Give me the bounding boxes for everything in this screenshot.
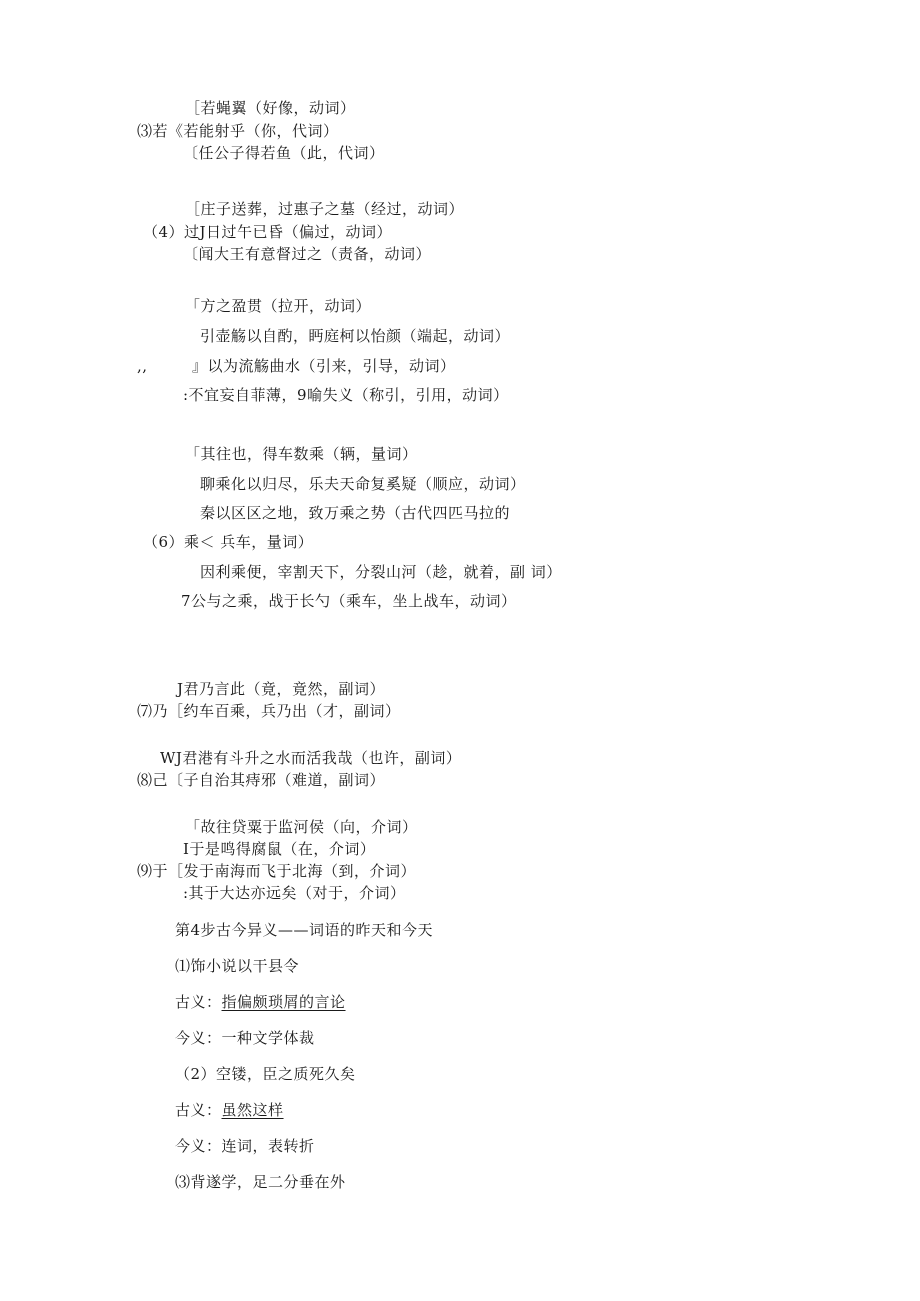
- entry-cheng-4: （6）乘＜ 兵车，量词）: [143, 533, 314, 551]
- example-1-sentence: ⑴饰小说以干县令: [175, 957, 300, 975]
- entry-ji-1: WJ君港有斗升之水而活我哉（也许，副词）: [160, 749, 462, 767]
- entry-yu-3: ⑼于［发于南海而飞于北海（到，介词）: [137, 862, 417, 880]
- entry-yin-number-stray: ,,: [137, 357, 148, 375]
- entry-yin-1: 「方之盈贯（拉开，动词）: [185, 297, 372, 315]
- entry-ji-2: ⑻己〔子自治其痔邪（难道，副词）: [137, 771, 386, 789]
- example-1-ancient: [175, 992, 346, 1012]
- entry-cheng-1: 「其往也，得车数乘（辆，量词）: [185, 445, 418, 463]
- entry-yin-4: :不宜妄自菲薄，9喻失义（称引，引用，动词）: [183, 386, 509, 404]
- entry-cheng-2: 聊乘化以归尽，乐夫天命复奚疑（顺应，动词）: [200, 475, 526, 493]
- entry-guo-2: （4）过J日过午已昏（偏过，动词）: [143, 223, 393, 241]
- entry-guo-1: ［庄子送葬，过惠子之墓（经过，动词）: [185, 200, 465, 218]
- ancient-label: 古义：: [175, 1101, 222, 1119]
- entry-ruo-1: ［若蝇翼（好像，动词）: [185, 99, 356, 117]
- entry-nai-2: ⑺乃［约车百乘，兵乃出（才，副词）: [137, 702, 401, 720]
- entry-yu-4: :其于大达亦远矣（对于，介词）: [183, 884, 406, 902]
- ancient-label: 古义：: [175, 993, 222, 1011]
- entry-cheng-6: 7公与之乘，战于长勺（乘车，坐上战车，动词）: [181, 592, 517, 610]
- example-2-modern: 今义：连词，表转折: [175, 1137, 315, 1155]
- entry-guo-3: 〔闻大王有意督过之（责备，动词）: [183, 245, 432, 263]
- entry-ruo-3: 〔任公子得若鱼（此，代词）: [183, 144, 385, 162]
- example-1-modern: 今义：一种文学体裁: [175, 1029, 315, 1047]
- example-2-ancient: [175, 1100, 284, 1120]
- entry-yu-1: 「故往贷粟于监河侯（向，介词）: [185, 818, 418, 836]
- entry-cheng-5: 因利乘便，宰割天下，分裂山河（趁，就着，副 词）: [200, 563, 562, 581]
- ancient-meaning: 指偏颇琐屑的言论: [221, 993, 346, 1011]
- entry-ruo-2: ⑶若《若能射乎（你，代词）: [137, 122, 339, 140]
- example-2-sentence: （2）空镂，臣之质死久矣: [175, 1065, 356, 1083]
- example-3-sentence: ⑶背遂学，足二分垂在外: [175, 1173, 346, 1191]
- entry-yu-2: I于是鸣得腐鼠（在，介词）: [183, 840, 376, 858]
- entry-yin-3: 』以为流觞曲水（引来，引导，动词）: [192, 357, 456, 375]
- ancient-meaning: 虽然这样: [221, 1101, 284, 1119]
- entry-nai-1: J君乃言此（竟，竟然，副词）: [177, 680, 386, 698]
- entry-yin-2: 引壶觞以自酌，眄庭柯以怡颜（端起，动词）: [200, 327, 511, 345]
- section-heading: 第4步古今异义——词语的昨天和今天: [175, 921, 434, 939]
- entry-cheng-3: 秦以区区之地，致万乘之势（古代四匹马拉的: [200, 504, 511, 522]
